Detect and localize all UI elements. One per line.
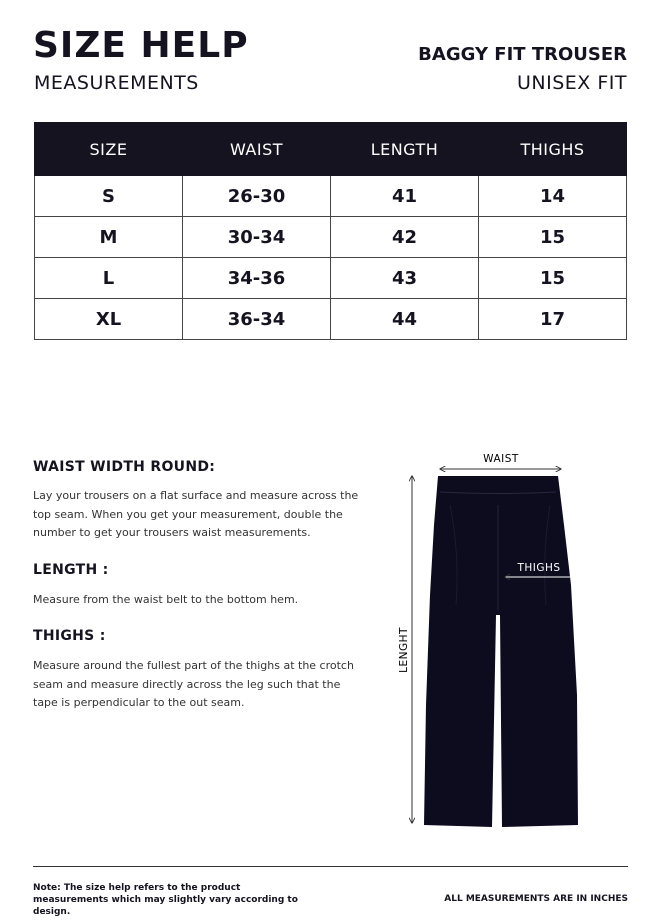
thighs-heading: THIGHS :: [33, 628, 106, 644]
page-subtitle: MEASUREMENTS: [34, 72, 199, 94]
footer-divider: [33, 866, 628, 867]
length-heading: LENGTH :: [33, 562, 109, 578]
table-cell: 17: [479, 299, 627, 340]
page-title: SIZE HELP: [33, 25, 249, 66]
table-cell: 15: [479, 258, 627, 299]
length-label: LENGHT: [398, 627, 410, 673]
table-cell: 43: [331, 258, 479, 299]
column-header: LENGTH: [331, 123, 479, 176]
table-cell: XL: [35, 299, 183, 340]
table-cell: 26-30: [183, 176, 331, 217]
table-cell: 42: [331, 217, 479, 258]
table-cell: 30-34: [183, 217, 331, 258]
table-row: [35, 176, 627, 217]
waist-instructions: Lay your trousers on a flat surface and measure across the top seam. When you get your measurement, double the number to get your trousers waist measurements.: [33, 489, 359, 539]
table-cell: 15: [479, 217, 627, 258]
table-row: [35, 299, 627, 340]
table-header-row: [35, 123, 627, 176]
product-fit: UNISEX FIT: [517, 72, 627, 94]
trousers-image: [424, 476, 578, 827]
column-header: SIZE: [35, 123, 183, 176]
trouser-diagram: [390, 445, 610, 835]
table-cell: M: [35, 217, 183, 258]
column-header: THIGHS: [479, 123, 627, 176]
product-name: BAGGY FIT TROUSER: [418, 44, 627, 65]
table-cell: S: [35, 176, 183, 217]
table-row: [35, 217, 627, 258]
table-cell: 14: [479, 176, 627, 217]
table-cell: 41: [331, 176, 479, 217]
thighs-label: THIGHS: [517, 562, 561, 574]
column-header: WAIST: [183, 123, 331, 176]
thighs-instructions: Measure around the fullest part of the thighs at the crotch seam and measure directly across the leg such that the tape is perpendicular to the out seam.: [33, 659, 354, 709]
waist-label: WAIST: [483, 453, 519, 465]
waist-heading: WAIST WIDTH ROUND:: [33, 459, 216, 475]
length-instructions: Measure from the waist belt to the bottom hem.: [33, 593, 299, 606]
table-cell: L: [35, 258, 183, 299]
units-note: ALL MEASUREMENTS ARE IN INCHES: [444, 894, 628, 904]
table-cell: 34-36: [183, 258, 331, 299]
table-cell: 36-34: [183, 299, 331, 340]
size-table: [34, 122, 627, 340]
footer-note: Note: The size help refers to the product measurements which may slightly vary according to design.: [33, 883, 298, 917]
table-row: [35, 258, 627, 299]
table-cell: 44: [331, 299, 479, 340]
